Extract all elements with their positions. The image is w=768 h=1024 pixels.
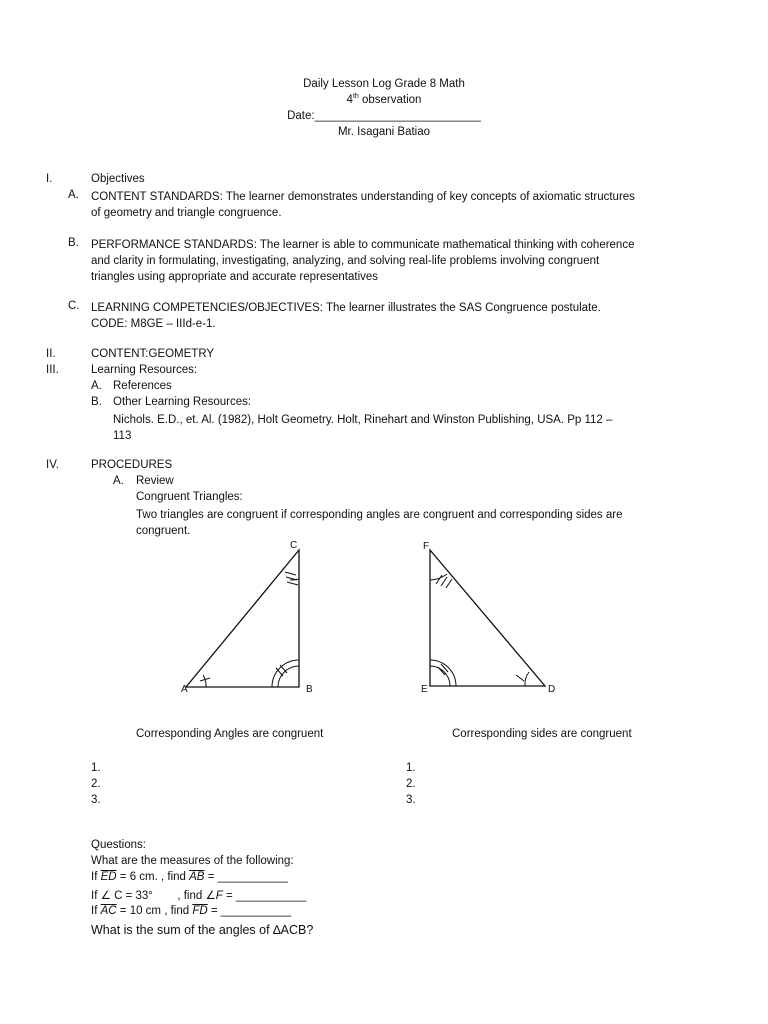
- item-letter: A.: [68, 189, 79, 201]
- item-letter: B.: [91, 396, 102, 408]
- sides-column-heading: Corresponding sides are congruent: [452, 728, 632, 740]
- references-label: References: [113, 380, 172, 392]
- content-standards: CONTENT STANDARDS: The learner demonstrates understanding of key concepts of axiomatic structures of geometry and triangle congruence.: [91, 191, 635, 219]
- date-line: Date:__________________________: [287, 110, 481, 122]
- vertex-label-e: E: [421, 684, 428, 695]
- review-label: Review: [136, 475, 174, 487]
- list-item: 1.: [406, 762, 416, 774]
- performance-standards: PERFORMANCE STANDARDS: The learner is able to communicate mathematical thinking with coherence and clarity in formulating, investigating, analyzing, and solving real-life problems involving congruent triangles using appropriate and accurate representatives: [91, 239, 635, 283]
- section-title-objectives: Objectives: [91, 173, 145, 185]
- angles-list: [91, 760, 101, 808]
- segment-ac: $\overline{AC}$: [100, 905, 117, 917]
- question-3: If $\overline{AC} = 10$ cm , find $\overline{FD}$ = ___________: [91, 905, 292, 917]
- triangles-figure: [0, 535, 768, 700]
- section-title-resources: Learning Resources:: [91, 364, 198, 376]
- observation-line: 4th observation: [346, 93, 422, 106]
- item-letter: A.: [113, 475, 124, 487]
- section-title-procedures: PROCEDURES: [91, 459, 173, 471]
- questions-title: Questions:: [91, 839, 146, 851]
- teacher-name: Mr. Isagani Batiao: [337, 126, 431, 138]
- list-item: 3.: [406, 794, 416, 806]
- question-sum-angles: What is the sum of the angles of ∆ACB?: [91, 923, 314, 937]
- section-num-resources: III.: [46, 364, 59, 376]
- section-num-procedures: IV.: [46, 459, 60, 471]
- vertex-label-f: F: [423, 541, 430, 552]
- item-letter: C.: [68, 300, 80, 312]
- other-resources-label: Other Learning Resources:: [113, 396, 252, 408]
- item-letter: B.: [68, 237, 79, 249]
- list-item: 1.: [91, 762, 101, 774]
- triangle-def: [430, 550, 545, 686]
- reference-citation: Nichols. E.D., et. Al. (1982), Holt Geometry. Holt, Rinehart and Winston Publishing, USA. Pp 112 – 113: [113, 414, 613, 442]
- question-2: If ∠ C = 33° , find ∠F = ___________: [91, 890, 307, 902]
- vertex-label-a: A: [181, 684, 188, 695]
- vertex-label-b: B: [306, 684, 313, 695]
- vertex-label-c: C: [290, 540, 298, 551]
- section-content: CONTENT:GEOMETRY: [91, 348, 215, 360]
- question-1: If $\overline{ED} = 6$ cm. , find $\overline{AB}$ = ___________: [91, 871, 288, 883]
- sides-list: [406, 760, 416, 808]
- vertex-label-d: D: [548, 684, 556, 695]
- list-item: 3.: [91, 794, 101, 806]
- triangle-abc: [186, 550, 299, 687]
- item-letter: A.: [91, 380, 102, 392]
- segment-fd: $\overline{FD}$: [192, 905, 208, 917]
- angles-column-heading: Corresponding Angles are congruent: [136, 728, 324, 740]
- segment-ab: $\overline{AB}$: [189, 871, 205, 883]
- congruence-definition: Two triangles are congruent if corresponding angles are congruent and corresponding sides are congruent.: [136, 509, 623, 537]
- questions-intro: What are the measures of the following:: [91, 855, 294, 867]
- section-num-objectives: I.: [46, 173, 53, 185]
- list-item: 2.: [406, 778, 416, 790]
- section-num-content: II.: [46, 348, 56, 360]
- congruent-triangles-subtitle: Congruent Triangles:: [136, 491, 243, 503]
- learning-competencies: LEARNING COMPETENCIES/OBJECTIVES: The learner illustrates the SAS Congruence postulate. CODE: M8GE – IIId-e-1.: [91, 302, 601, 330]
- segment-ed: $\overline{ED}$: [100, 871, 117, 883]
- list-item: 2.: [91, 778, 101, 790]
- doc-title: Daily Lesson Log Grade 8 Math: [303, 78, 465, 90]
